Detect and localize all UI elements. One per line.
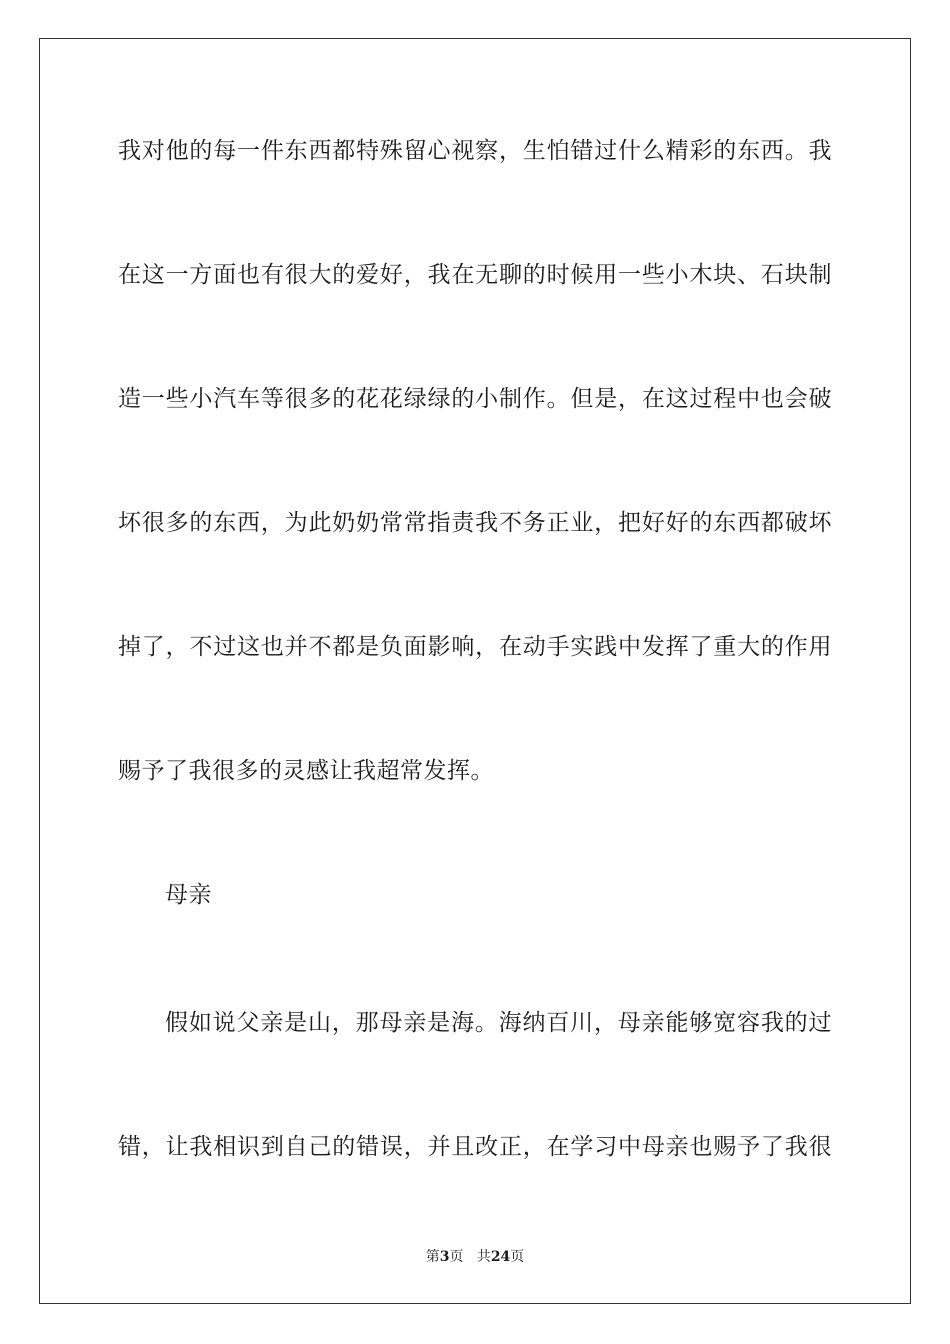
- body-line-4: 坏很多的东西，为此奶奶常常指责我不务正业，把好好的东西都破坏: [118, 510, 832, 536]
- page-border: [39, 38, 911, 1304]
- footer-page-number: 3: [439, 1249, 450, 1265]
- section-heading: 母亲: [165, 882, 212, 908]
- footer-total-pages: 24: [490, 1249, 511, 1265]
- body-line-3: 造一些小汽车等很多的花花绿绿的小制作。但是，在这过程中也会破: [118, 386, 832, 412]
- body-line-2: 在这一方面也有很大的爱好，我在无聊的时候用一些小木块、石块制: [118, 262, 832, 288]
- para2-line-2: 错，让我相识到自己的错误，并且改正，在学习中母亲也赐予了我很: [118, 1134, 832, 1160]
- body-line-5: 掉了，不过这也并不都是负面影响，在动手实践中发挥了重大的作用: [118, 634, 832, 660]
- footer-total-prefix: 共: [476, 1249, 491, 1265]
- body-line-1: 我对他的每一件东西都特殊留心视察，生怕错过什么精彩的东西。我: [118, 138, 832, 164]
- body-line-6: 赐予了我很多的灵感让我超常发挥。: [118, 758, 494, 784]
- page-footer: [0, 1248, 950, 1266]
- footer-prefix: 第: [425, 1249, 440, 1265]
- footer-page-suffix: 页: [449, 1249, 464, 1265]
- footer-total-suffix: 页: [510, 1249, 525, 1265]
- para2-line-1: 假如说父亲是山，那母亲是海。海纳百川，母亲能够宽容我的过: [165, 1010, 832, 1036]
